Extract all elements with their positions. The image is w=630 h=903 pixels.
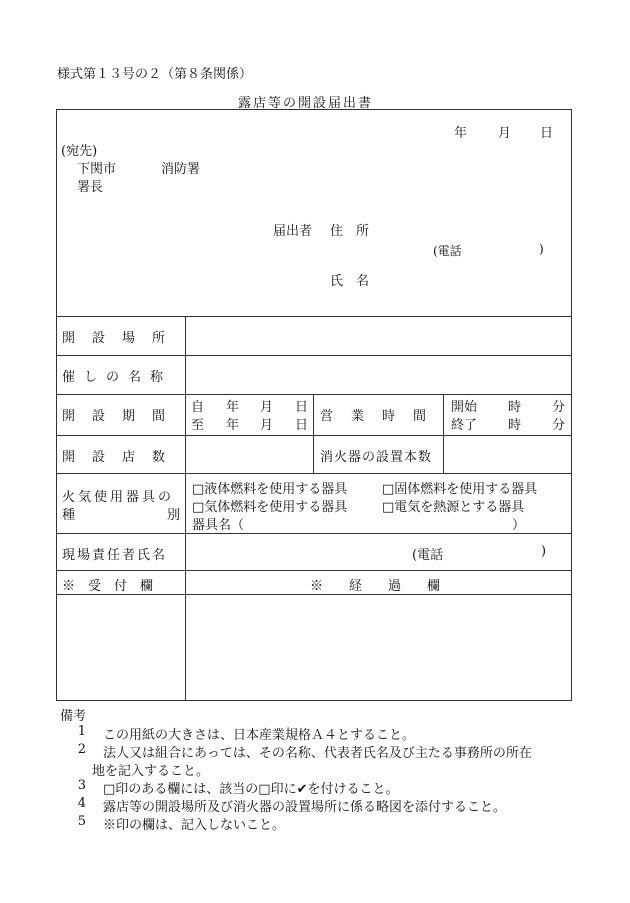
note-number: 1 [77,724,86,739]
note-text: 露店等の開設場所及び消火器の設置場所に係る略図を添付すること。 [103,800,507,815]
start-label: 開始 [451,400,478,415]
notifier-label: 届出者 [273,224,313,239]
notes-heading: 備考 [60,709,87,724]
period-to-month: 月 [260,418,274,433]
period-from-month: 月 [260,400,274,415]
store-count-field[interactable] [189,438,310,470]
note-text: ※印の欄は、記入しないこと。 [103,818,286,833]
progress-label: ※ 経 過 欄 [310,579,441,594]
venue-label-text: 開設場所 [62,331,183,346]
row-divider [56,394,572,395]
reception-label: ※ 受 付 欄 [62,579,154,594]
note-number: 3 [77,778,86,793]
period-to-year: 年 [226,418,240,433]
start-hour: 時 [508,400,522,415]
period-label: 開設期間 [62,409,183,424]
fire-station-label: 消防署 [161,162,201,177]
site-manager-label: 現場責任者氏名 [62,548,168,563]
note-text: □印のある欄には、該当の□印に✔を付けること。 [103,782,399,797]
note-number: 5 [77,814,86,829]
event-name-field[interactable] [189,359,568,391]
equipment-name-close: ） [512,518,526,533]
progress-area [188,597,570,699]
equipment-option-liquid[interactable]: □液体燃料を使用する器具 [192,482,348,497]
form-title: 露店等の開設届出書 [238,96,374,111]
end-minute: 分 [552,418,566,433]
chief-label: 署長 [77,180,104,195]
site-manager-phone-close: ) [541,544,547,559]
addressee-label: (宛先) [61,144,98,159]
extinguisher-label: 消火器の設置本数 [320,450,433,465]
equipment-option-gas[interactable]: □気体燃料を使用する器具 [192,500,348,515]
row-divider [56,435,572,436]
date-year-label: 年 [454,126,468,141]
equipment-option-electric[interactable]: □電気を熱源とする器具 [382,500,525,515]
note-number: 2 [77,742,86,757]
site-manager-phone: (電話 [412,548,444,563]
venue-label [62,327,183,346]
period-to-day: 日 [295,418,309,433]
store-count-label: 開設店数 [62,450,183,465]
date-day-label: 日 [540,126,554,141]
row-divider [56,570,572,571]
row-divider [56,533,572,534]
note-text-continued: 地を記入すること。 [92,764,210,779]
venue-field[interactable] [189,320,568,352]
event-name-label: 催しの名称 [62,370,173,385]
phone-close: ) [539,242,544,256]
start-minute: 分 [552,400,566,415]
row-divider [56,316,572,317]
name-label: 氏 名 [330,274,370,289]
period-to: 至 [191,418,205,433]
extinguisher-field[interactable] [447,438,568,470]
equipment-name-label: 器具名（ [192,518,245,533]
business-hours-label: 営業時間 [320,409,445,424]
note-text: この用紙の大きさは、日本産業規格Ａ４とすること。 [103,728,416,743]
column-divider [185,316,186,701]
row-divider [56,594,572,595]
end-hour: 時 [508,418,522,433]
fire-equipment-label-1: 火気使用器具の [62,490,175,505]
period-from-year: 年 [226,400,240,415]
row-divider [56,473,572,474]
date-month-label: 月 [498,126,512,141]
equipment-option-solid[interactable]: □固体燃料を使用する器具 [382,482,538,497]
note-text: 法人又は組合にあっては、その名称、代表者氏名及び主たる事務所の所在 [103,746,532,761]
reception-area [58,597,183,699]
fire-equipment-label-2a: 種 [62,508,76,523]
column-divider [313,394,314,473]
period-from-day: 日 [295,400,309,415]
row-divider [56,355,572,356]
end-label: 終了 [451,418,478,433]
phone-label: (電話 [433,244,462,258]
form-number: 様式第１３号の２（第８条関係） [57,67,253,82]
fire-equipment-label-2b: 別 [167,508,181,523]
period-from: 自 [191,400,205,415]
note-number: 4 [77,796,86,811]
city-label: 下関市 [77,162,117,177]
address-label: 住 所 [330,224,370,239]
